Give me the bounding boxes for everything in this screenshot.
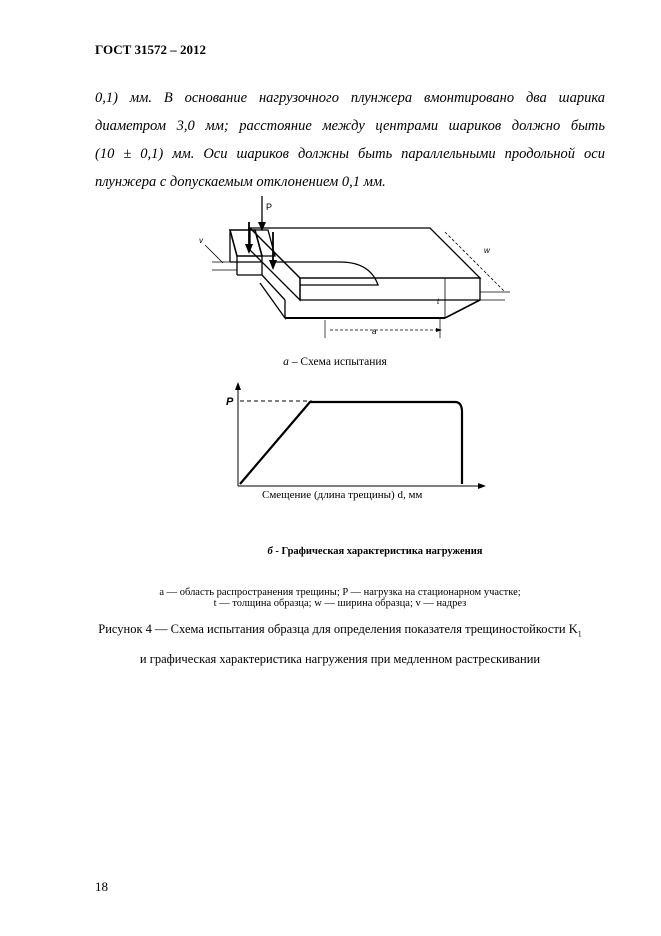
x-axis-label: Смещение (длина трещины) d, мм xyxy=(262,489,423,501)
plunger-front xyxy=(230,230,262,256)
notch-label: v xyxy=(199,236,203,245)
figure-caption: Рисунок 4 — Схема испытания образца для определения показателя трещиностойкости $K_1$ и графическая характеристика нагружения при медленном растрескивании xyxy=(60,619,620,669)
load-characteristic-plot xyxy=(220,378,490,493)
specimen-top-face xyxy=(250,228,480,278)
test-scheme-diagram xyxy=(180,190,520,350)
figure-legend xyxy=(80,587,600,609)
figure-caption-line: и графическая характеристика нагружения при медленном растрескивании xyxy=(139,651,541,666)
figure-a-caption: а – Схема испытания xyxy=(283,356,387,368)
area-label: a xyxy=(372,327,377,336)
paragraph-line: (10 ± 0,1) мм. Оси шариков должны быть параллельными продольной оси xyxy=(95,146,605,162)
specimen-front-face xyxy=(300,278,480,300)
paragraph-line: плунжера с допускаемым отклонением 0,1 мм. xyxy=(95,174,386,190)
thickness-label: t xyxy=(437,297,440,306)
legend-line: t — толщина образца; w — ширина образца; v — надрез xyxy=(213,598,467,609)
document-header: ГОСТ 31572 – 2012 xyxy=(95,42,207,57)
figure-b-caption: б - Графическая характеристика нагружения xyxy=(267,546,483,557)
paragraph-line: 0,1) мм. В основание нагрузочного плунжера вмонтировано два шарика xyxy=(95,90,605,106)
page-number: 18 xyxy=(95,879,108,894)
paragraph-line: диаметром 3,0 мм; расстояние между центрами шариков должно быть xyxy=(95,118,605,134)
width-label: w xyxy=(484,246,490,255)
load-curve xyxy=(240,402,462,484)
force-label: P xyxy=(266,202,273,212)
y-axis-label: P xyxy=(226,396,234,408)
legend-line: a — область распространения трещины; P — нагрузка на стационарном участке; xyxy=(159,587,521,598)
figure-caption-line: Рисунок 4 — Схема испытания образца для определения показателя трещиностойкости K xyxy=(98,622,578,636)
body-paragraph xyxy=(95,84,605,196)
